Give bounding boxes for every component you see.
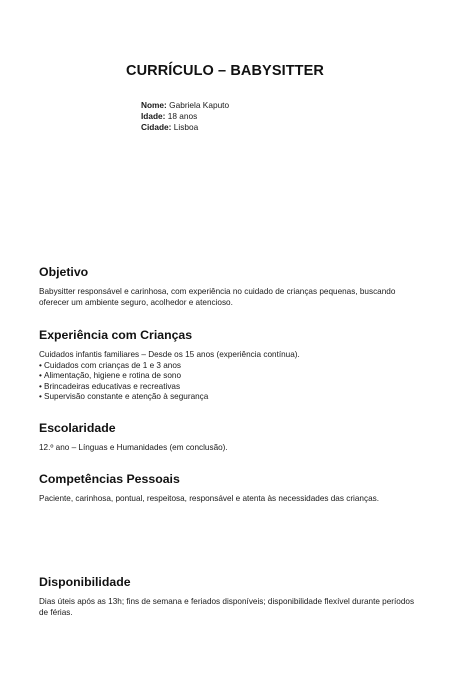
section-heading: Escolaridade [39, 421, 116, 435]
list-item-text: Brincadeiras educativas e recreativas [44, 381, 181, 391]
list-item [39, 392, 419, 403]
name-label: Nome: [141, 100, 167, 110]
name-value: Gabriela Kaputo [169, 100, 230, 110]
section-heading: Experiência com Crianças [39, 328, 193, 342]
name-row [141, 100, 229, 111]
experience-list [39, 361, 419, 403]
section-escolaridade [39, 421, 419, 454]
list-item-text: Supervisão constante e atenção à segurança [44, 392, 209, 401]
list-item-text: Alimentação, higiene e rotina de sono [44, 371, 182, 380]
section-objetivo [39, 265, 419, 308]
list-item [39, 371, 419, 382]
section-heading: Competências Pessoais [39, 472, 180, 486]
list-item-text: Cuidados com crianças de 1 e 3 anos [44, 360, 181, 370]
section-text: 12.º ano – Línguas e Humanidades (em conclusão). [39, 443, 228, 452]
document-title: CURRÍCULO – BABYSITTER [126, 63, 324, 79]
list-item [39, 382, 419, 393]
section-experiencia [39, 328, 419, 403]
section-competencias [39, 472, 419, 505]
section-heading: Objetivo [39, 265, 89, 279]
personal-info [141, 100, 229, 133]
experience-intro: Cuidados infantis familiares – Desde os 15 anos (experiência contínua). [39, 350, 300, 359]
age-value: 18 anos [167, 111, 198, 121]
city-value: Lisboa [173, 122, 199, 132]
city-label: Cidade: [141, 122, 172, 132]
list-item [39, 361, 419, 372]
section-text: Paciente, carinhosa, pontual, respeitosa, responsável e atenta às necessidades das crianças. [39, 494, 379, 503]
age-row [141, 111, 229, 122]
age-label: Idade: [141, 111, 166, 121]
section-text: Babysitter responsável e carinhosa, com experiência no cuidado de crianças pequenas, buscando oferecer um ambiente seguro, acolhedor e atencioso. [39, 287, 396, 307]
section-body [39, 350, 419, 403]
city-row [141, 122, 229, 133]
section-text: Dias úteis após as 13h; fins de semana e feriados disponíveis; disponibilidade flexível durante períodos de férias. [39, 597, 415, 617]
section-heading: Disponibilidade [39, 575, 131, 589]
section-disponibilidade [39, 575, 419, 618]
